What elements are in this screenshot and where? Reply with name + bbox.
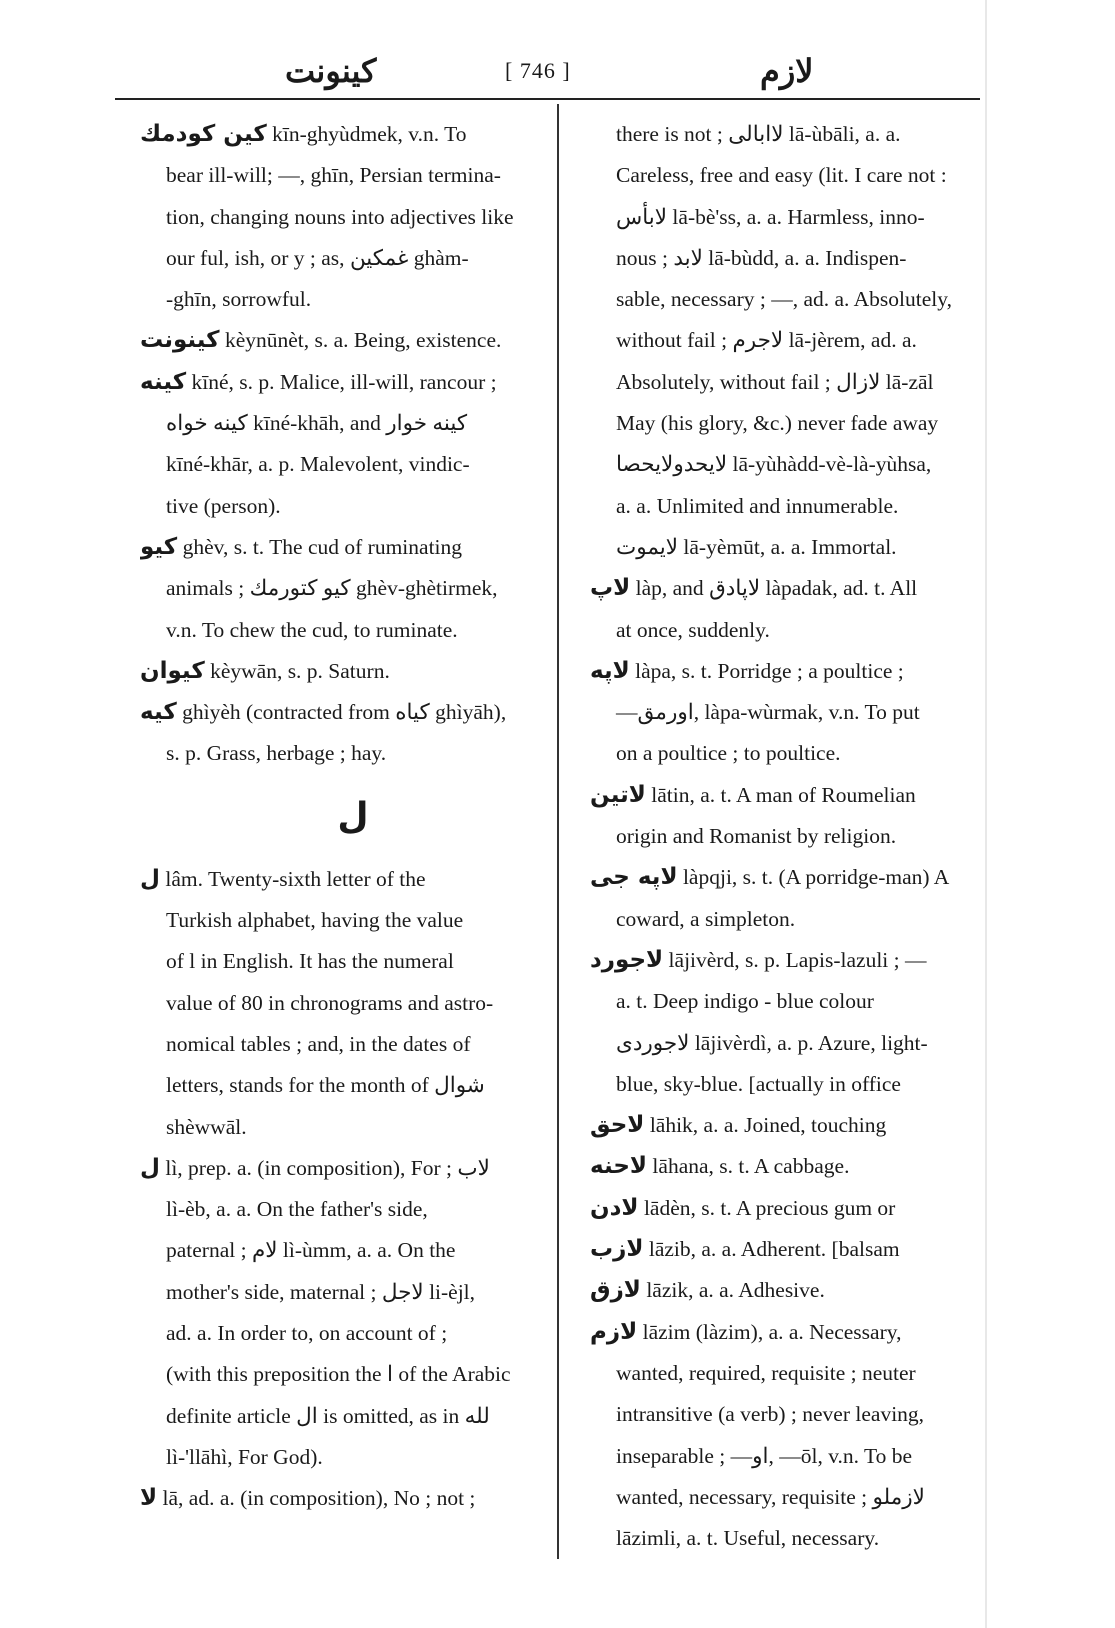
entry-text: lāzib, a. a. Adherent. [balsam (643, 1237, 900, 1262)
continuation-line: a. a. Unlimited and innumerable. (616, 493, 899, 518)
continuation-line: May (his glory, &c.) never fade away (616, 411, 939, 436)
arabic-headword: لازب (590, 1236, 644, 1263)
arabic-headword: لازق (590, 1277, 641, 1304)
continuation-line: tive (person). (166, 493, 281, 518)
continuation-line: coward, a simpleton. (616, 906, 796, 931)
entry-text: lāzim (làzim), a. a. Necessary, (637, 1319, 902, 1344)
arabic-headword: كينه (140, 368, 187, 395)
dictionary-entry-line (140, 1478, 540, 1519)
entry-text: làp, and لاپادق làpadak, ad. t. All (630, 576, 918, 601)
entry-text: kīné, s. p. Malice, ill-will, rancour ; (186, 369, 497, 394)
entry-text: kèynūnèt, s. a. Being, existence. (219, 328, 502, 353)
dictionary-entry-line (590, 1146, 982, 1187)
arabic-headword: لاحق (590, 1112, 645, 1139)
arabic-headword: كيوان (140, 657, 205, 684)
running-header (115, 48, 980, 98)
continuation-line: there is not ; لاابالی lā-ùbāli, a. a. (616, 122, 901, 146)
entry-text: lādèn, s. t. A precious gum or (638, 1195, 896, 1220)
continuation-line: —اورمق, làpa-wùrmak, v.n. To put (616, 700, 920, 725)
entry-text: làpa, s. t. Porridge ; a poultice ; (629, 658, 904, 683)
continuation-line: on a poultice ; to poultice. (616, 741, 841, 766)
continuation-line: letters, stands for the month of شوال (166, 1073, 485, 1098)
continuation-line: at once, suddenly. (616, 617, 770, 642)
arabic-headword: لاپه جی (590, 864, 678, 891)
continuation-line: mother's side, maternal ; لاجل li-èjl, (166, 1279, 476, 1304)
continuation-line: paternal ; لام lì-ùmm, a. a. On the (166, 1238, 456, 1263)
continuation-line: inseparable ; —او, —ōl, v.n. To be (616, 1443, 913, 1468)
continuation-line: a. t. Deep indigo - blue colour (616, 989, 874, 1014)
continuation-line: s. p. Grass, herbage ; hay. (166, 741, 387, 766)
dictionary-entry-line (590, 857, 982, 898)
arabic-headword: لاپه (590, 657, 630, 684)
continuation-line: لايحدولايحصا lā-yùhàdd-vè-là-yùhsa, (616, 452, 932, 477)
continuation-line: lì-'llāhì, For God). (166, 1444, 323, 1469)
entry-text: lì, prep. a. (in composition), For ; لاب (159, 1155, 490, 1180)
continuation-line: -ghīn, sorrowful. (166, 287, 312, 312)
arabic-headword: لاحنه (590, 1153, 648, 1180)
entry-text: lāhik, a. a. Joined, touching (644, 1113, 887, 1138)
dictionary-entry-line (140, 692, 540, 733)
continuation-line: لايموت lā-yèmūt, a. a. Immortal. (616, 534, 897, 559)
continuation-line: our ful, ish, or y ; as, غمكين ghàm- (166, 245, 469, 270)
column-divider (557, 104, 559, 1559)
dictionary-entry-line (590, 940, 982, 981)
continuation-line: tion, changing nouns into adjectives like (166, 204, 514, 229)
page-edge-shadow (985, 0, 987, 1628)
continuation-line: intransitive (a verb) ; never leaving, (616, 1402, 925, 1427)
arabic-headword: ل (140, 865, 160, 892)
dictionary-entry-line (590, 1188, 982, 1229)
continuation-line: كينه خواه kīné-khāh, and كينه خوار (166, 411, 468, 436)
arabic-headword: لا (140, 1485, 158, 1512)
dictionary-entry-line (590, 1105, 982, 1146)
entry-text: làpqji, s. t. (A porridge-man) A (677, 865, 950, 890)
entry-text: lājivèrd, s. p. Lapis-lazuli ; — (663, 947, 927, 972)
dictionary-entry-line (590, 651, 982, 692)
continuation-line: of l in English. It has the numeral (166, 949, 454, 974)
dictionary-entry-line (140, 527, 540, 568)
arabic-headword: كيو (140, 533, 178, 560)
right-column (590, 114, 982, 1559)
entry-text: ghèv, s. t. The cud of ruminating (177, 534, 463, 559)
entry-text: ghìyèh (contracted from كياه ghìyāh), (176, 700, 507, 725)
arabic-headword: لادن (590, 1194, 639, 1221)
continuation-line: lì-èb, a. a. On the father's side, (166, 1197, 428, 1222)
entry-text: lâm. Twenty-sixth letter of the (159, 866, 426, 891)
continuation-line: sable, necessary ; —, ad. a. Absolutely, (616, 287, 952, 312)
continuation-line: Turkish alphabet, having the value (166, 908, 464, 933)
dictionary-entry-line (590, 568, 982, 609)
continuation-line: origin and Romanist by religion. (616, 824, 897, 849)
dictionary-entry-line (140, 651, 540, 692)
dictionary-entry-line (140, 114, 540, 155)
continuation-line: kīné-khār, a. p. Malevolent, vindic- (166, 452, 470, 477)
entry-text: kèywān, s. p. Saturn. (204, 658, 390, 683)
left-column (140, 114, 540, 1520)
entry-text: lāzik, a. a. Adhesive. (640, 1278, 825, 1303)
arabic-headword: كيه (140, 699, 177, 726)
dictionary-entry-line (140, 1148, 540, 1189)
continuation-line: ad. a. In order to, on account of ; (166, 1321, 448, 1346)
continuation-line: value of 80 in chronograms and astro- (166, 990, 494, 1015)
continuation-line: blue, sky-blue. [actually in office (616, 1071, 901, 1096)
dictionary-entry-line (590, 1270, 982, 1311)
continuation-line: animals ; كيو كتورمك ghèv-ghètirmek, (166, 576, 498, 601)
arabic-headword: كينونت (140, 327, 220, 354)
header-left-guide-word: كينونت (285, 53, 377, 89)
dictionary-entry-line (140, 320, 540, 361)
continuation-line: nomical tables ; and, in the dates of (166, 1031, 471, 1056)
continuation-line: bear ill-will; —, ghīn, Persian termina- (166, 163, 501, 188)
page-number: [ 746 ] (505, 58, 571, 83)
arabic-headword: ل (140, 1154, 160, 1181)
entry-text: lā, ad. a. (in composition), No ; not ; (157, 1486, 476, 1511)
arabic-headword: لاتين (590, 781, 646, 808)
arabic-headword: كين كودمك (140, 121, 267, 147)
letter-section-heading: ل (337, 795, 369, 837)
continuation-line: Absolutely, without fail ; لازال lā-zāl (616, 369, 934, 394)
continuation-line: shèwwāl. (166, 1114, 247, 1139)
dictionary-entry-line (590, 1312, 982, 1353)
continuation-line: wanted, required, requisite ; neuter (616, 1360, 916, 1385)
arabic-headword: لازم (590, 1318, 638, 1345)
arabic-headword: لاجورد (590, 946, 664, 973)
dictionary-entry-line (140, 362, 540, 403)
continuation-line: (with this preposition the ا of the Arabic (166, 1362, 511, 1387)
continuation-line: lāzimli, a. t. Useful, necessary. (616, 1526, 880, 1551)
header-right-guide-word: لازم (760, 53, 814, 89)
dictionary-entry-line (140, 859, 540, 900)
continuation-line: nous ; لابد lā-bùdd, a. a. Indispen- (616, 245, 907, 270)
continuation-line: wanted, necessary, requisite ; لازملو (616, 1484, 925, 1509)
continuation-line: لابأس lā-bè'ss, a. a. Harmless, inno- (616, 204, 925, 229)
header-rule (115, 98, 980, 100)
continuation-line: without fail ; لاجرم lā-jèrem, ad. a. (616, 328, 917, 353)
continuation-line: v.n. To chew the cud, to ruminate. (166, 617, 458, 642)
dictionary-entry-line (590, 775, 982, 816)
continuation-line: لاجوردی lājivèrdì, a. p. Azure, light- (616, 1030, 928, 1055)
entry-text: lāhana, s. t. A cabbage. (647, 1154, 850, 1179)
entry-text: lātin, a. t. A man of Roumelian (645, 782, 916, 807)
arabic-headword: لاپ (590, 575, 631, 602)
dictionary-entry-line (590, 1229, 982, 1270)
continuation-line: Careless, free and easy (lit. I care not : (616, 163, 947, 188)
continuation-line: definite article ال is omitted, as in لله (166, 1403, 490, 1428)
entry-text: kīn-ghyùdmek, v.n. To (266, 122, 467, 146)
